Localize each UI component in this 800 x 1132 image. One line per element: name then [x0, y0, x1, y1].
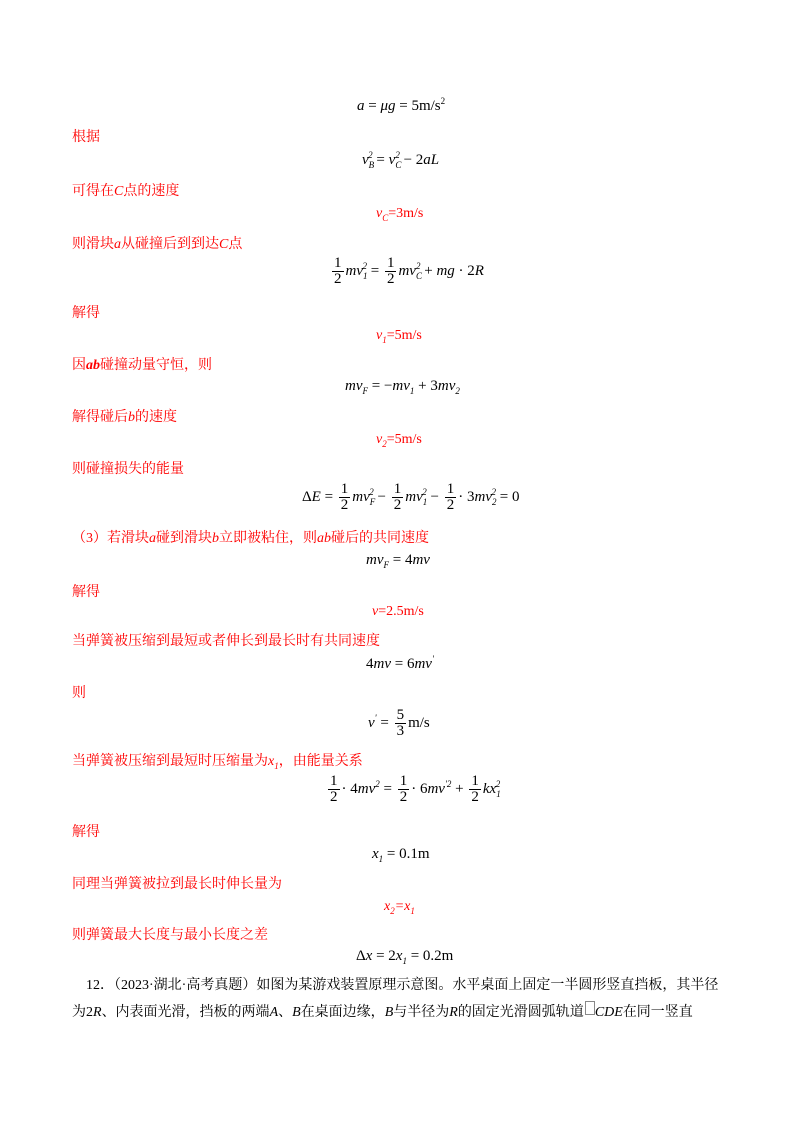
equation-delta-x: $\Delta x = 2x_1 = 0.2m$ — [356, 948, 454, 966]
text-line: 则滑块a从碰撞后到到达C点 — [72, 237, 243, 252]
text-line: 则碰撞损失的能量 — [72, 462, 184, 477]
text-line: 则 — [72, 686, 86, 701]
text-line: 解得 — [72, 585, 100, 600]
equation-kinematics: $v_B^2 = v_C^2 - 2aL$ — [362, 150, 440, 170]
answer-v2: $v_2=5m/s$ — [376, 432, 422, 449]
equation-energy-c: $\frac{1}{2}$ $mv_1^2$ = $\frac{1}{2}$ $mv_C^2$ + mg · 2R — [334, 255, 484, 287]
question-12-line2: 为2R、内表面光滑，挡板的两端A、B在桌面边缘，B与半径为R的固定光滑圆弧轨道 CDE在同一竖直 — [72, 1001, 693, 1025]
text-line: 解得碰后b的速度 — [72, 410, 177, 425]
text-line: 因ab碰撞动量守恒，则 — [72, 358, 212, 373]
answer-v1: $v_1=5m/s$ — [376, 328, 422, 345]
question-12-line1: 12．（2023·湖北·高考真题）如图为某游戏装置原理示意图。水平桌面上固定一半圆形竖直挡板，其半径 — [86, 978, 719, 993]
equation-energy-loss: ΔE = $\frac{1}{2}$ $mv_F^2$ − $\frac{1}{2}$ $mv_1^2$ − $\frac{1}{2}$ · $3mv_2^2 = 0$ — [302, 481, 520, 513]
text-line: 解得 — [72, 825, 100, 840]
text-line: 则弹簧最大长度与最小长度之差 — [72, 928, 268, 943]
equation-spring-common: 4mv = 6mv' — [366, 654, 434, 672]
answer-vc: $v_C=3m/s$ — [376, 206, 424, 223]
text-line: 解得 — [72, 306, 100, 321]
text-line: 同理当弹簧被拉到最长时伸长量为 — [72, 877, 282, 892]
answer-x2: $x_2=x_1$ — [384, 899, 415, 916]
equation-momentum: $mv_F = -mv_1 + 3mv_2$ — [345, 378, 460, 396]
text-line: 根据 — [72, 130, 100, 145]
equation-common-velocity: $mv_F = 4mv$ — [366, 552, 430, 570]
answer-v: v=2.5m/s — [372, 604, 424, 619]
missing-glyph-icon — [585, 1001, 595, 1015]
text-line: 当弹簧被压缩到最短或者伸长到最长时有共同速度 — [72, 634, 380, 649]
text-line: （3）若滑块a碰到滑块b立即被粘住，则ab碰后的共同速度 — [72, 531, 429, 546]
text-line: 可得在C点的速度 — [72, 184, 180, 199]
equation-acceleration: $a = \mu g = 5m/s^2$ — [357, 96, 446, 114]
text-line: 当弹簧被压缩到最短时压缩量为$x_1$，由能量关系 — [72, 754, 363, 771]
equation-v-prime: v' = $\frac{5}{3}$ m/s — [368, 707, 430, 739]
equation-x1: $x_1 = 0.1m$ — [372, 846, 430, 864]
equation-spring-energy: $\frac{1}{2}$ · $4mv^2$ = $\frac{1}{2}$ · $6mv^{'2}$ + $\frac{1}{2}$ $kx_1^2$ — [330, 773, 501, 805]
